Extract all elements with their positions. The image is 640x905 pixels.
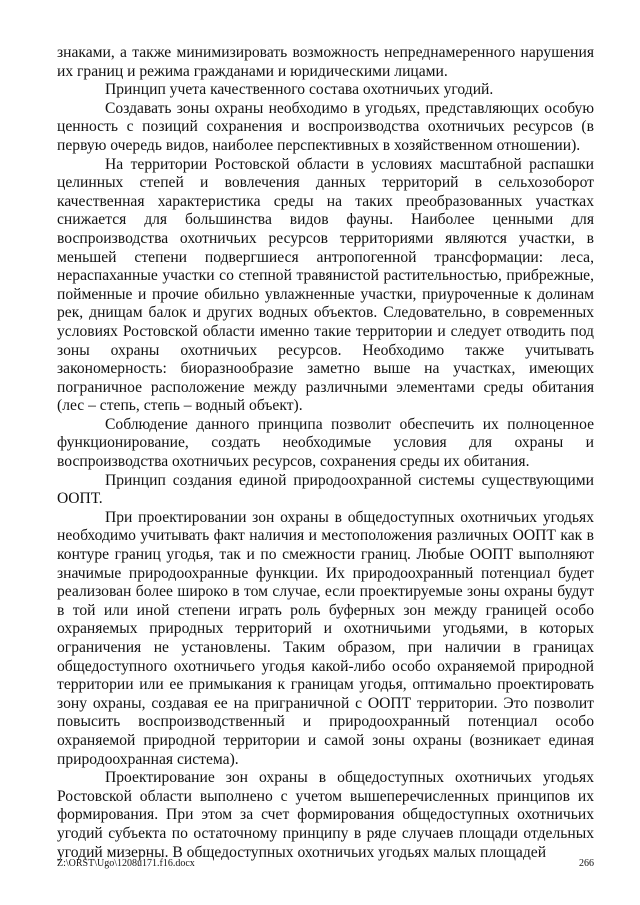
paragraph-2: Принцип учета качественного состава охотничьих угодий. — [105, 81, 494, 99]
paragraph-1: знаками, а также минимизировать возможность непреднамеренного нарушения их границ и режима гражданами и юридическими лицами. — [57, 44, 594, 80]
paragraph-5: Соблюдение данного принципа позволит обеспечить их полноценное функционирование, создать необходимые условия для охраны и воспроизводства охотничьих ресурсов, сохранения среды их обитания. — [57, 415, 594, 471]
paragraph-6: Принцип создания единой природоохранной системы существующими ООПТ. — [57, 471, 594, 508]
page-footer — [57, 858, 594, 870]
paragraph-4: На территории Ростовской области в условиях масштабной распашки целинных степей и вовлечения данных территорий в сельхозоборот качественная характеристика среды на таких преобразованных участках снижается для большинства видов фауны. Наиболее ценными для воспроизводства охотничьих ресурсов территориями являются участки, в меньшей степени подвергшиеся антропогенной трансформации: леса, нераспаханные участки со степной травянистой растительностью, прибрежные, пойменные и прочие обильно увлажненные участки, приуроченные к долинам рек, днищам балок и других водных объектов. Следовательно, в современных условиях Ростовской области именно такие территории и следует отводить под зоны охраны охотничьих ресурсов. Необходимо также учитывать закономерность: биоразнообразие заметно выше на участках, имеющих пограничное расположение между различными элементами среды обитания (лес – степь, степь – водный объект). — [57, 155, 594, 415]
paragraph-7: При проектировании зон охраны в общедоступных охотничьих угодьях необходимо учитывать факт наличия и местоположения различных ООПТ как в контуре границ угодья, так и по смежности границ. Любые ООПТ выполняют значимые природоохранные функции. Их природоохранный потенциал будет реализован более широко в том случае, если проектируемые зоны охраны будут в той или иной степени играть роль буферных зон между границей особо охраняемых природных территорий и охотничьими угодьями, в которых ограничения не установлены. Таким образом, при наличии в границах общедоступного охотничьего угодья какой-либо особо охраняемой природной территории или ее примыкания к границам угодья, оптимально проектировать зону охраны, создавая ее на приграничной с ООПТ территории. Это позволит повысить воспроизводственный и природоохранный потенциал особо охраняемой природной территории и самой зоны охраны (возникает единая природоохранная система). — [57, 508, 594, 768]
paragraph-8: Проектирование зон охраны в общедоступных охотничьих угодьях Ростовской области выполнено с учетом вышеперечисленных принципов их формирования. При этом за счет формирования общедоступных охотничьих угодий субъекта по остаточному принципу в ряде случаев площади отдельных угодий мизерны. В общедоступных охотничьих угодьях малых площадей — [57, 769, 594, 861]
file-path: Z:\ORST\Ugo\1208u171.f16.docx — [57, 858, 195, 869]
page-number: 266 — [579, 858, 594, 869]
document-body — [57, 44, 594, 862]
paragraph-3: Создавать зоны охраны необходимо в угодьях, представляющих особую ценность с позиций сохранения и воспроизводства охотничьих ресурсов (в первую очередь видов, наиболее перспективных в хозяйственном отношении). — [57, 99, 594, 154]
